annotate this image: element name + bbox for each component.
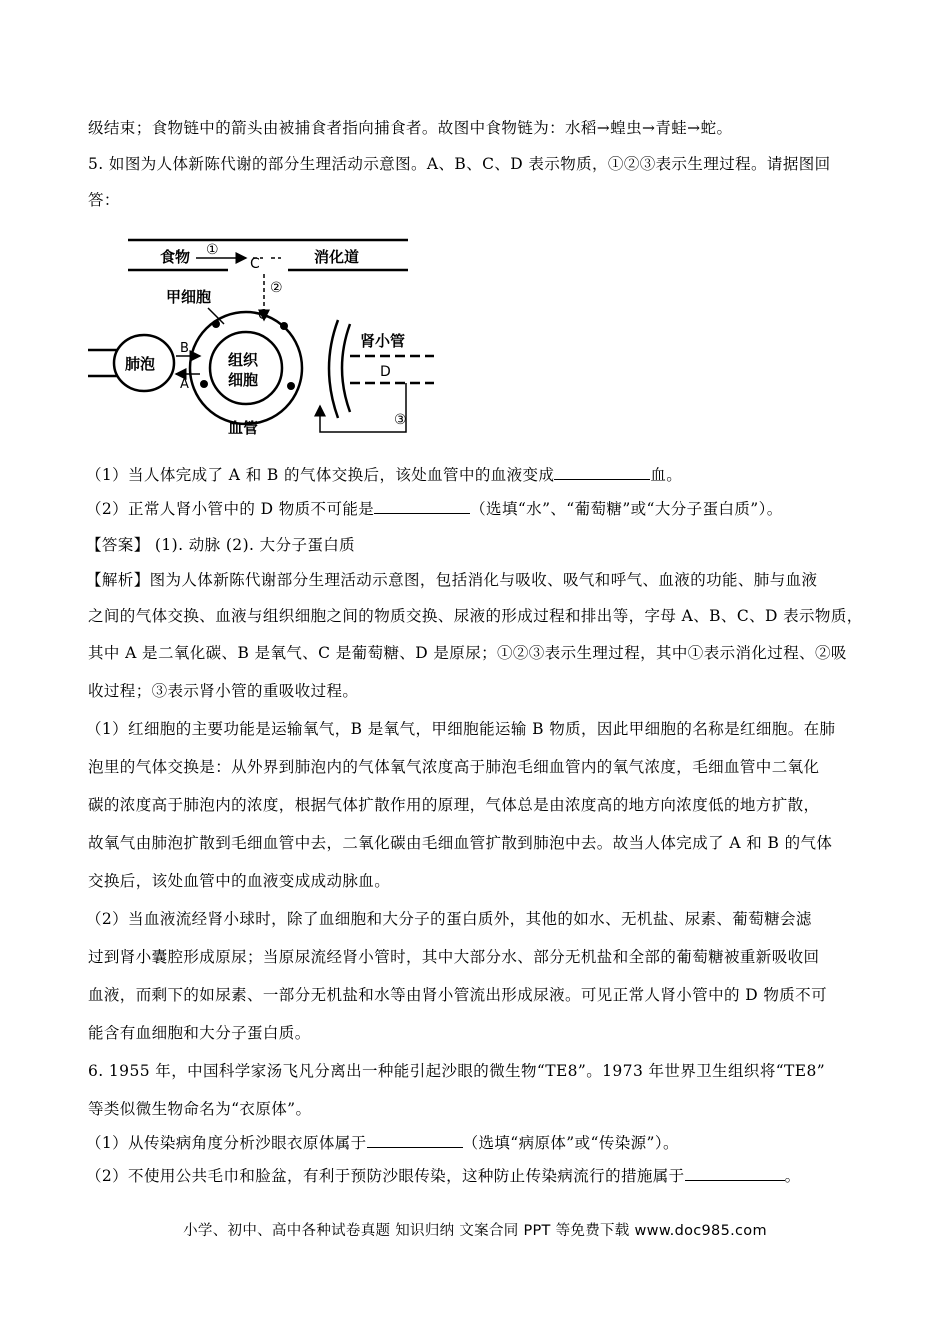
question-5-stem: 5. 如图为人体新陈代谢的部分生理活动示意图。A、B、C、D 表示物质，①②③表示生理过程。请据图回 (88, 155, 831, 173)
analysis-line: 其中 A 是二氧化碳、B 是氧气、C 是葡萄糖、D 是原尿；①②③表示生理过程，其中①表示消化过程、②吸 (88, 644, 847, 662)
analysis-part-2: （2）当血液流经肾小球时，除了血细胞和大分子的蛋白质外，其他的如水、无机盐、尿素、葡萄糖会滤 (86, 910, 812, 928)
answer-blank (374, 499, 470, 514)
substance-c-mid: C (258, 308, 268, 323)
question-5-stem-cont: 答： (88, 191, 120, 209)
answer-blank (685, 1166, 785, 1181)
substance-c-top: C (250, 256, 260, 272)
analysis-part-1: 碳的浓度高于肺泡内的浓度，根据气体扩散作用的原理，气体总是由浓度高的地方向浓度低的地方扩散， (88, 796, 820, 814)
process-3-label: ③ (394, 412, 407, 428)
answer-line: 【答案】 (1). 动脉 (2). 大分子蛋白质 (86, 536, 356, 554)
analysis-line: 之间的气体交换、血液与组织细胞之间的物质交换、尿液的形成过程和排出等，字母 A、B、C、D 表示物质， (88, 607, 863, 625)
red-blood-cell-label: 甲细胞 (166, 288, 212, 306)
analysis-part-2: 能含有血细胞和大分子蛋白质。 (88, 1024, 311, 1042)
analysis-part-2: 过到肾小囊腔形成原尿；当原尿流经肾小管时，其中大部分水、部分无机盐和全部的葡萄糖被重新吸收回 (88, 948, 820, 966)
substance-b: B (180, 341, 189, 356)
substance-a: A (180, 377, 189, 392)
question-6-stem-cont: 等类似微生物命名为“衣原体”。 (88, 1100, 312, 1118)
page-footer: 小学、初中、高中各种试卷真题 知识归纳 文案合同 PPT 等免费下载 www.doc985.com (183, 1223, 767, 1239)
blood-vessel-label: 血管 (228, 419, 259, 437)
question-6-part-2: （2）不使用公共毛巾和脸盆，有利于预防沙眼传染，这种防止传染病流行的措施属于 。 (86, 1167, 801, 1185)
question-6-stem: 6. 1955 年，中国科学家汤飞凡分离出一种能引起沙眼的微生物“TE8”。1973 年世界卫生组织将“TE8” (88, 1062, 826, 1080)
answer-blank (367, 1133, 463, 1148)
question-5-part-2: （2）正常人肾小管中的 D 物质不可能是 （选填“水”、“葡萄糖”或“大分子蛋白质”）。 (86, 500, 783, 518)
analysis-part-1: （1）红细胞的主要功能是运输氧气，B 是氧气，甲细胞能运输 B 物质，因此甲细胞的名称是红细胞。在肺 (86, 720, 836, 738)
question-5-part-1: （1）当人体完成了 A 和 B 的气体交换后，该处血管中的血液变成 血。 (86, 466, 683, 484)
analysis-part-2: 血液，而剩下的如尿素、一部分无机盐和水等由肾小管流出形成尿液。可见正常人肾小管中的 D 物质不可 (88, 986, 827, 1004)
text-line: 级结束；食物链中的箭头由被捕食者指向捕食者。故图中食物链为：水稻→蝗虫→青蛙→蛇。 (88, 119, 733, 137)
question-6-part-1: （1）从传染病角度分析沙眼衣原体属于 （选填“病原体”或“传染源”）。 (86, 1134, 679, 1152)
digestive-tract-label: 消化道 (314, 248, 360, 266)
tissue-cell-label-2: 细胞 (228, 371, 259, 389)
process-1-label: ① (206, 242, 219, 258)
metabolism-diagram (88, 228, 438, 438)
analysis-part-1: 交换后，该处血管中的血液变成成动脉血。 (88, 872, 391, 890)
kidney-tubule-label: 肾小管 (360, 332, 406, 350)
answer-blank (554, 465, 650, 480)
tissue-cell-label-1: 组织 (228, 351, 259, 369)
analysis-part-1: 故氧气由肺泡扩散到毛细血管中去，二氧化碳由毛细血管扩散到肺泡中去。故当人体完成了 A 和 B 的气体 (88, 834, 833, 852)
alveolus-label: 肺泡 (125, 355, 156, 373)
analysis-line: 收过程；③表示肾小管的重吸收过程。 (88, 682, 359, 700)
process-2-label: ② (270, 280, 283, 296)
substance-d: D (380, 364, 391, 380)
food-label: 食物 (160, 248, 191, 266)
analysis-line: 【解析】图为人体新陈代谢部分生理活动示意图，包括消化与吸收、吸气和呼气、血液的功能、肺与血液 (86, 571, 818, 589)
analysis-part-1: 泡里的气体交换是：从外界到肺泡内的气体氧气浓度高于肺泡毛细血管内的氧气浓度，毛细血管中二氧化 (88, 758, 820, 776)
